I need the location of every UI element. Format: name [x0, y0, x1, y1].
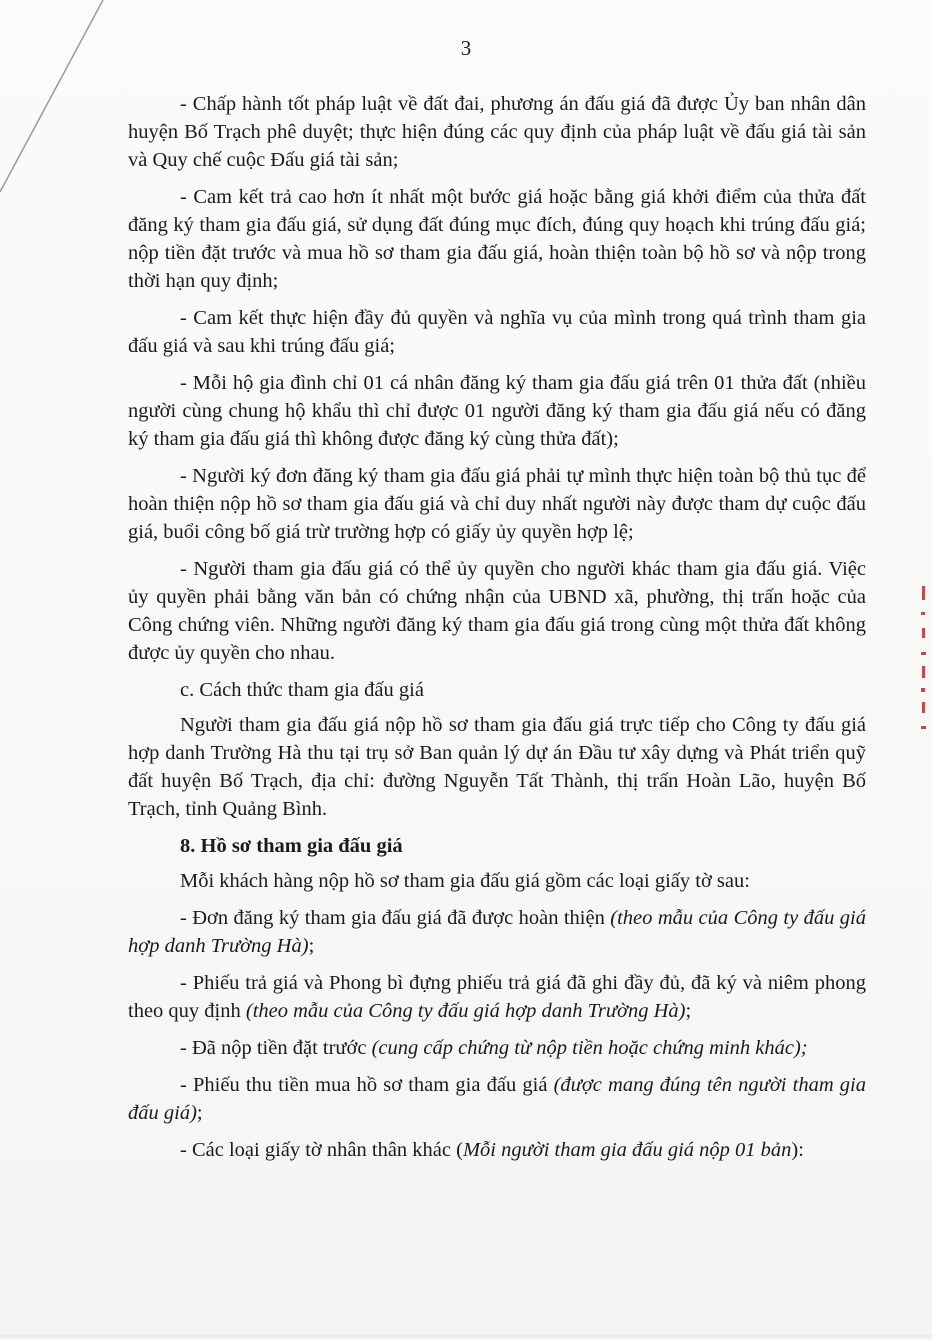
list-item-end: ;	[685, 1000, 692, 1022]
list-item-italic-note: (cung cấp chứng từ nộp tiền hoặc chứng minh khác);	[371, 1037, 808, 1059]
paragraph-authorization: - Người tham gia đấu giá có thể ủy quyền cho người khác tham gia đấu giá. Việc ủy quyền phải bằng văn bản có chứng nhận của UBND xã, phường, thị trấn hoặc của Công chứng viên. Những người đăng ký tham gia đấu giá trong cùng một thửa đất không được ủy quyền cho nhau.	[128, 558, 866, 664]
list-item-end: ):	[791, 1139, 804, 1161]
list-item-text: - Phiếu trả giá và Phong bì đựng phiếu trả giá đã ghi đầy đủ, đã ký và niêm phong theo quy định	[128, 972, 866, 1022]
paragraph-household-limit: - Mỗi hộ gia đình chỉ 01 cá nhân đăng ký tham gia đấu giá trên 01 thửa đất (nhiều người cùng chung hộ khẩu thì chỉ được 01 người đăng ký tham gia đấu giá nếu có đăng ký tham gia đấu giá thì không được đăng ký cùng thửa đất);	[128, 372, 866, 450]
paragraph-signer-procedure: - Người ký đơn đăng ký tham gia đấu giá phải tự mình thực hiện toàn bộ thủ tục để hoàn thiện nộp hồ sơ tham gia đấu giá và chỉ duy nhất người này được tham dự cuộc đấu giá, buổi công bố giá trừ trường hợp có giấy ủy quyền hợp lệ;	[128, 465, 866, 543]
list-item-text: - Phiếu thu tiền mua hồ sơ tham gia đấu giá	[180, 1074, 554, 1096]
section-heading-participation-method: c. Cách thức tham gia đấu giá	[180, 679, 424, 701]
list-item-text: - Đơn đăng ký tham gia đấu giá đã được hoàn thiện	[180, 907, 611, 929]
list-item-italic-note: (theo mẫu của Công ty đấu giá hợp danh Trường Hà)	[245, 1000, 686, 1022]
paragraph-dossier-intro: Mỗi khách hàng nộp hồ sơ tham gia đấu giá gồm các loại giấy tờ sau:	[180, 870, 750, 892]
bleed-through-stamp-marks	[915, 580, 932, 750]
list-item-registration-form	[128, 904, 866, 960]
list-item-italic-note: (được mang đúng tên người tham gia đấu giá)	[128, 1074, 867, 1124]
list-item-end: ;	[196, 1102, 203, 1124]
section-heading-dossier: 8. Hồ sơ tham gia đấu giá	[180, 835, 403, 857]
list-item-bid-slip	[128, 969, 866, 1025]
paragraph-law-compliance: - Chấp hành tốt pháp luật về đất đai, phương án đấu giá đã được Ủy ban nhân dân huyện Bố Trạch phê duyệt; thực hiện đúng các quy định của pháp luật về đấu giá tài sản và Quy chế cuộc Đấu giá tài sản;	[128, 93, 866, 171]
list-item-deposit	[128, 1034, 866, 1062]
list-item-receipt	[128, 1071, 866, 1127]
paragraph-commitment-rights: - Cam kết thực hiện đầy đủ quyền và nghĩa vụ của mình trong quá trình tham gia đấu giá và sau khi trúng đấu giá;	[128, 307, 866, 357]
list-item-identity-papers	[128, 1136, 866, 1164]
paragraph-commitment-price: - Cam kết trả cao hơn ít nhất một bước giá hoặc bằng giá khởi điểm của thửa đất đăng ký tham gia đấu giá, sử dụng đất đúng mục đích, đúng quy hoạch khi trúng đấu giá; nộp tiền đặt trước và mua hồ sơ tham gia đấu giá, hoàn thiện toàn bộ hồ sơ và nộp trong thời hạn quy định;	[128, 186, 866, 292]
page-number: 3	[460, 36, 472, 60]
list-item-text: - Đã nộp tiền đặt trước	[180, 1037, 372, 1059]
list-item-italic-note: Mỗi người tham gia đấu giá nộp 01 bản	[462, 1139, 792, 1161]
list-item-italic-note: (theo mẫu của Công ty đấu giá hợp danh Trường Hà)	[128, 907, 866, 957]
paragraph-submission-location: Người tham gia đấu giá nộp hồ sơ tham gia đấu giá trực tiếp cho Công ty đấu giá hợp danh Trường Hà thu tại trụ sở Ban quản lý dự án Đầu tư xây dựng và Phát triển quỹ đất huyện Bố Trạch, địa chỉ: đường Nguyễn Tất Thành, thị trấn Hoàn Lão, huyện Bố Trạch, tỉnh Quảng Bình.	[128, 714, 866, 820]
document-body	[128, 90, 866, 1173]
list-item-end: ;	[308, 935, 315, 957]
list-item-text: - Các loại giấy tờ nhân thân khác (	[180, 1139, 463, 1161]
